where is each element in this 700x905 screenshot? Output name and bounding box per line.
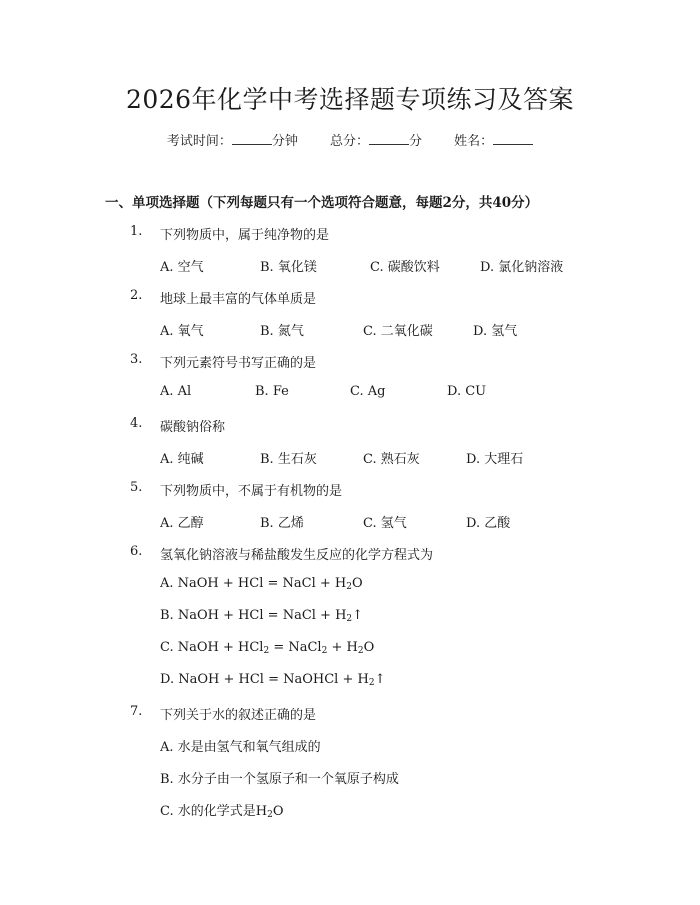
equation-text: C. NaOH + HCl xyxy=(160,640,264,655)
option-a: A. 水是由氢气和氧气组成的 xyxy=(160,740,321,755)
question-number: 2. xyxy=(130,288,143,303)
equation-text: D. NaOH + HCl = NaOHCl + H xyxy=(160,672,369,687)
option-d: D. CU xyxy=(447,384,487,399)
question-text: 下列元素符号书写正确的是 xyxy=(160,356,317,371)
option-d: D. 大理石 xyxy=(466,452,524,467)
option-d: D. 氢气 xyxy=(473,324,518,339)
option-text: C. 水的化学式是H xyxy=(160,804,268,819)
question-text: 碳酸钠俗称 xyxy=(160,420,226,435)
option-b: B. 氮气 xyxy=(260,324,304,339)
section-heading-single-choice: 一、单项选择题（下列每题只有一个选项符合题意，每题2分，共40分） xyxy=(105,195,539,211)
option-c: C. 氢气 xyxy=(363,516,407,531)
student-name-blank xyxy=(493,132,533,145)
question-number: 1. xyxy=(130,224,143,239)
question-text: 氢氧化钠溶液与稀盐酸发生反应的化学方程式为 xyxy=(160,548,434,563)
question-number: 6. xyxy=(130,544,143,559)
equation-text: A. NaOH + HCl = NaCl + H xyxy=(160,576,347,591)
equation-text: + H xyxy=(327,640,358,655)
exam-time-label: 考试时间： xyxy=(166,134,232,149)
total-score-blank xyxy=(369,132,409,145)
student-name-field xyxy=(454,130,533,149)
equation-text: = NaCl xyxy=(269,640,322,655)
option-d: D. 氯化钠溶液 xyxy=(480,260,564,275)
gas-arrow: ↑ xyxy=(374,672,386,687)
option-c: C. 熟石灰 xyxy=(363,452,420,467)
total-score-field xyxy=(330,130,422,149)
subscript: 2 xyxy=(346,614,353,624)
option-text: O xyxy=(272,804,284,819)
question-number: 7. xyxy=(130,704,143,719)
subscript: 2 xyxy=(368,678,375,688)
option-a: A. Al xyxy=(160,384,192,399)
option-a xyxy=(160,576,363,592)
option-a: A. 纯碱 xyxy=(160,452,204,467)
option-b: B. Fe xyxy=(255,384,289,399)
option-b: B. 水分子由一个氢原子和一个氧原子构成 xyxy=(160,772,399,787)
question-text: 地球上最丰富的气体单质是 xyxy=(160,292,317,307)
option-c: C. Ag xyxy=(350,384,386,399)
equation-text: O xyxy=(352,576,363,591)
option-c xyxy=(160,640,374,656)
option-a: A. 氧气 xyxy=(160,324,204,339)
total-score-label: 总分： xyxy=(329,134,369,149)
exam-time-field xyxy=(167,130,298,149)
option-c xyxy=(160,800,284,820)
subscript: 2 xyxy=(357,646,364,656)
option-b: B. 乙烯 xyxy=(260,516,304,531)
option-d: D. 乙酸 xyxy=(466,516,511,531)
subscript: 2 xyxy=(346,582,352,592)
question-number: 3. xyxy=(130,352,143,367)
option-c: C. 二氧化碳 xyxy=(363,324,433,339)
equation-text: O xyxy=(363,640,375,655)
question-text: 下列关于水的叙述正确的是 xyxy=(160,708,317,723)
gas-arrow: ↑ xyxy=(352,608,364,623)
subscript: 2 xyxy=(267,810,273,820)
option-c: C. 碳酸饮料 xyxy=(370,260,440,275)
option-a: A. 乙醇 xyxy=(160,516,204,531)
option-b xyxy=(160,608,363,624)
question-text: 下列物质中，不属于有机物的是 xyxy=(160,484,343,499)
total-score-unit: 分 xyxy=(409,134,423,149)
option-d xyxy=(160,672,385,688)
student-name-label: 姓名： xyxy=(454,134,494,149)
subscript: 2 xyxy=(321,646,328,656)
exam-time-blank xyxy=(232,132,272,145)
exam-info-row xyxy=(0,130,700,149)
equation-text: B. NaOH + HCl = NaCl + H xyxy=(160,608,347,623)
question-number: 5. xyxy=(130,480,143,495)
option-b: B. 氧化镁 xyxy=(260,260,317,275)
exam-time-unit: 分钟 xyxy=(271,134,298,149)
subscript: 2 xyxy=(263,646,270,656)
option-a: A. 空气 xyxy=(160,260,204,275)
question-text: 下列物质中，属于纯净物的是 xyxy=(160,228,330,243)
question-number: 4. xyxy=(130,416,143,431)
page-title: 2026年化学中考选择题专项练习及答案 xyxy=(125,85,575,114)
option-b: B. 生石灰 xyxy=(260,452,317,467)
